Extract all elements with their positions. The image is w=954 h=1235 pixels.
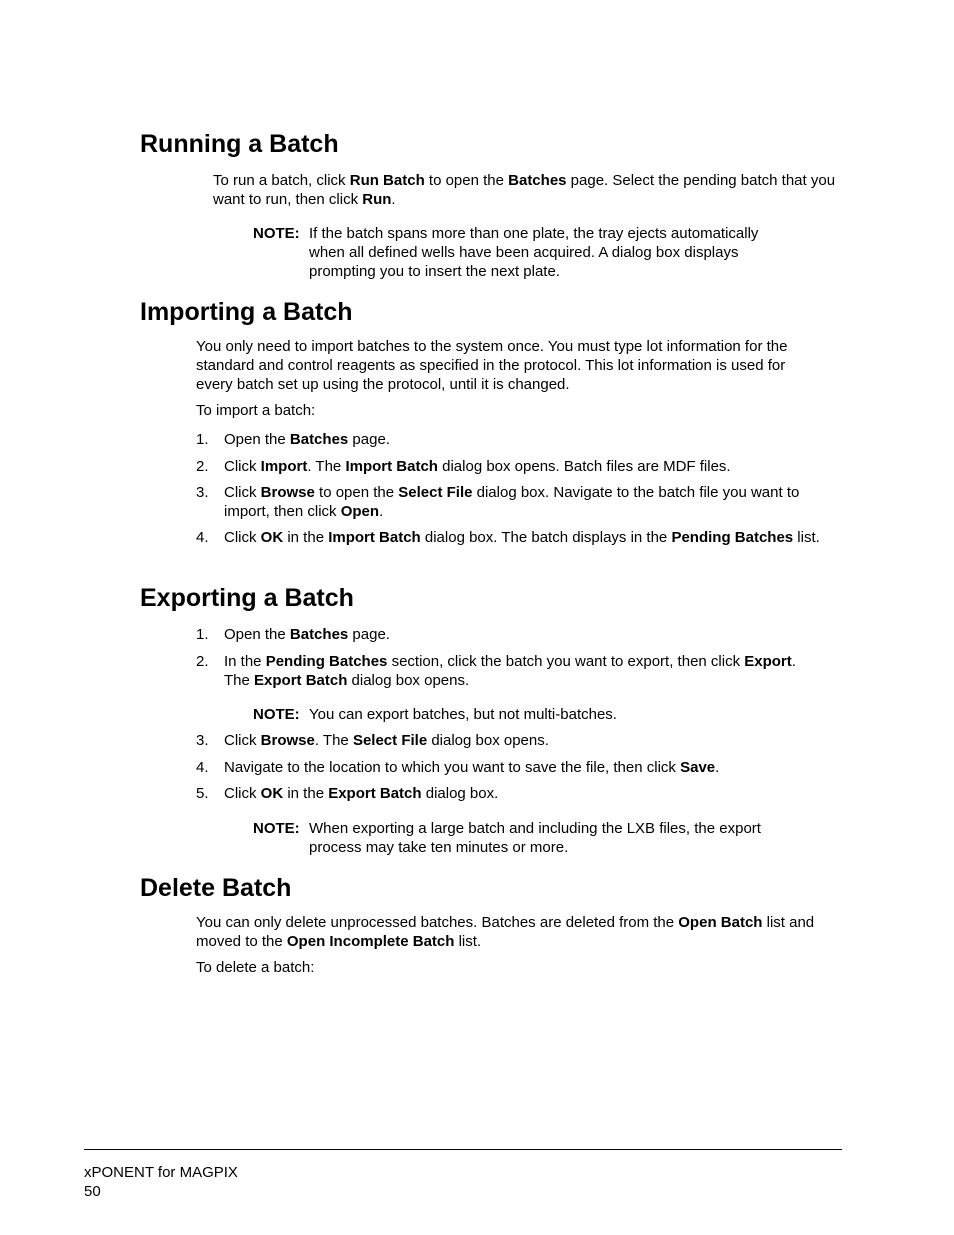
- step-text: [224, 731, 844, 750]
- step-number: 2.: [196, 458, 209, 475]
- text-run: list.: [454, 933, 482, 950]
- text-run: .: [379, 503, 384, 520]
- text-run: Click: [224, 484, 261, 501]
- text-run: To run a batch, click: [213, 172, 350, 189]
- text-run: . The: [224, 653, 796, 689]
- step-number: 2.: [196, 653, 209, 670]
- bold-term: Import Batch: [345, 458, 438, 475]
- heading-running-a-batch: Running a Batch: [140, 130, 339, 158]
- note-label: NOTE:: [253, 820, 300, 837]
- text-run: dialog box.: [421, 785, 499, 802]
- text-run: in the: [283, 785, 329, 802]
- text-run: page.: [348, 626, 390, 643]
- step-number: 1.: [196, 431, 209, 448]
- bold-term: Browse: [260, 484, 315, 501]
- text-run: Click: [224, 785, 261, 802]
- bold-term: Save: [680, 759, 716, 776]
- text-run: Open the: [224, 431, 290, 448]
- text-run: You can only delete unprocessed batches. Batches are deleted from the: [196, 914, 679, 931]
- text-run: . The: [307, 458, 346, 475]
- step-text: [224, 625, 844, 644]
- step-text: [224, 758, 844, 777]
- bold-term: Browse: [260, 732, 315, 749]
- step-number: 5.: [196, 785, 209, 802]
- heading-exporting-a-batch: Exporting a Batch: [140, 584, 354, 612]
- step-number: 4.: [196, 529, 209, 546]
- importing-intro: To import a batch:: [196, 402, 316, 419]
- text-run: Navigate to the location to which you want to save the file, then click: [224, 759, 681, 776]
- bold-term: Select File: [352, 732, 428, 749]
- text-run: section, click the batch you want to export, then click: [387, 653, 745, 670]
- step-number: 1.: [196, 626, 209, 643]
- text-run: list and moved to the: [196, 914, 815, 950]
- text-run: in the: [283, 529, 329, 546]
- bold-term: Run Batch: [349, 172, 425, 189]
- note-text: When exporting a large batch and including the LXB files, the export process may take ten minutes or more.: [309, 820, 761, 856]
- bold-term: Batches: [289, 431, 349, 448]
- note-label: NOTE:: [253, 706, 300, 723]
- delete-paragraph: [196, 913, 844, 951]
- bold-term: Export: [744, 653, 792, 670]
- step-number: 3.: [196, 484, 209, 501]
- bold-term: Open Batch: [678, 914, 763, 931]
- text-run: dialog box opens. Batch files are MDF files.: [437, 458, 731, 475]
- running-paragraph: [213, 171, 838, 209]
- text-run: In the: [224, 653, 266, 670]
- bold-term: Import Batch: [328, 529, 421, 546]
- note-label: NOTE:: [253, 225, 300, 242]
- bold-term: OK: [260, 785, 284, 802]
- note-text: You can export batches, but not multi-batches.: [309, 706, 617, 723]
- text-run: .: [715, 759, 720, 776]
- bold-term: Batches: [508, 172, 567, 189]
- text-run: Open the: [224, 626, 290, 643]
- bold-term: Open Incomplete Batch: [286, 933, 455, 950]
- bold-term: Export Batch: [254, 672, 348, 689]
- text-run: page.: [348, 431, 390, 448]
- step-number: 4.: [196, 759, 209, 776]
- bold-term: Select File: [398, 484, 473, 501]
- footer-page-number: 50: [84, 1183, 101, 1200]
- footer-product: xPONENT for MAGPIX: [84, 1164, 238, 1181]
- bold-term: Import: [260, 458, 308, 475]
- text-run: .: [391, 191, 396, 208]
- text-run: Click: [224, 458, 261, 475]
- bold-term: Open: [340, 503, 380, 520]
- step-text: [224, 528, 824, 547]
- text-run: to open the: [314, 484, 399, 501]
- text-run: dialog box. The batch displays in the: [420, 529, 672, 546]
- importing-paragraph: You only need to import batches to the system once. You must type lot information for the standard and control reagents as specified in the protocol. This lot information is used for every batch set up using the protocol, until it is changed.: [196, 338, 788, 393]
- bold-term: Run: [362, 191, 392, 208]
- note-text: If the batch spans more than one plate, the tray ejects automatically when all defined wells have been acquired. A dialog box displays prompting you to insert the next plate.: [309, 225, 759, 280]
- text-run: dialog box opens.: [347, 672, 470, 689]
- text-run: list.: [793, 529, 820, 546]
- bold-term: OK: [260, 529, 284, 546]
- step-text: [224, 430, 844, 449]
- text-run: Click: [224, 529, 261, 546]
- text-run: to open the: [424, 172, 509, 189]
- bold-term: Batches: [289, 626, 349, 643]
- step-text: [224, 784, 844, 803]
- step-number: 3.: [196, 732, 209, 749]
- heading-importing-a-batch: Importing a Batch: [140, 298, 353, 326]
- step-text: [224, 457, 844, 476]
- text-run: . The: [314, 732, 353, 749]
- step-text: [224, 652, 824, 690]
- text-run: dialog box opens.: [427, 732, 549, 749]
- text-run: Click: [224, 732, 261, 749]
- footer-divider: [84, 1149, 842, 1150]
- text-run: dialog box. Navigate to the batch file you want to import, then click: [224, 484, 800, 520]
- bold-term: Pending Batches: [671, 529, 794, 546]
- bold-term: Export Batch: [328, 785, 422, 802]
- step-text: [224, 483, 824, 521]
- bold-term: Pending Batches: [265, 653, 388, 670]
- delete-intro: To delete a batch:: [196, 959, 315, 976]
- text-run: page. Select the pending batch that you want to run, then click: [213, 172, 836, 208]
- heading-delete-batch: Delete Batch: [140, 874, 292, 902]
